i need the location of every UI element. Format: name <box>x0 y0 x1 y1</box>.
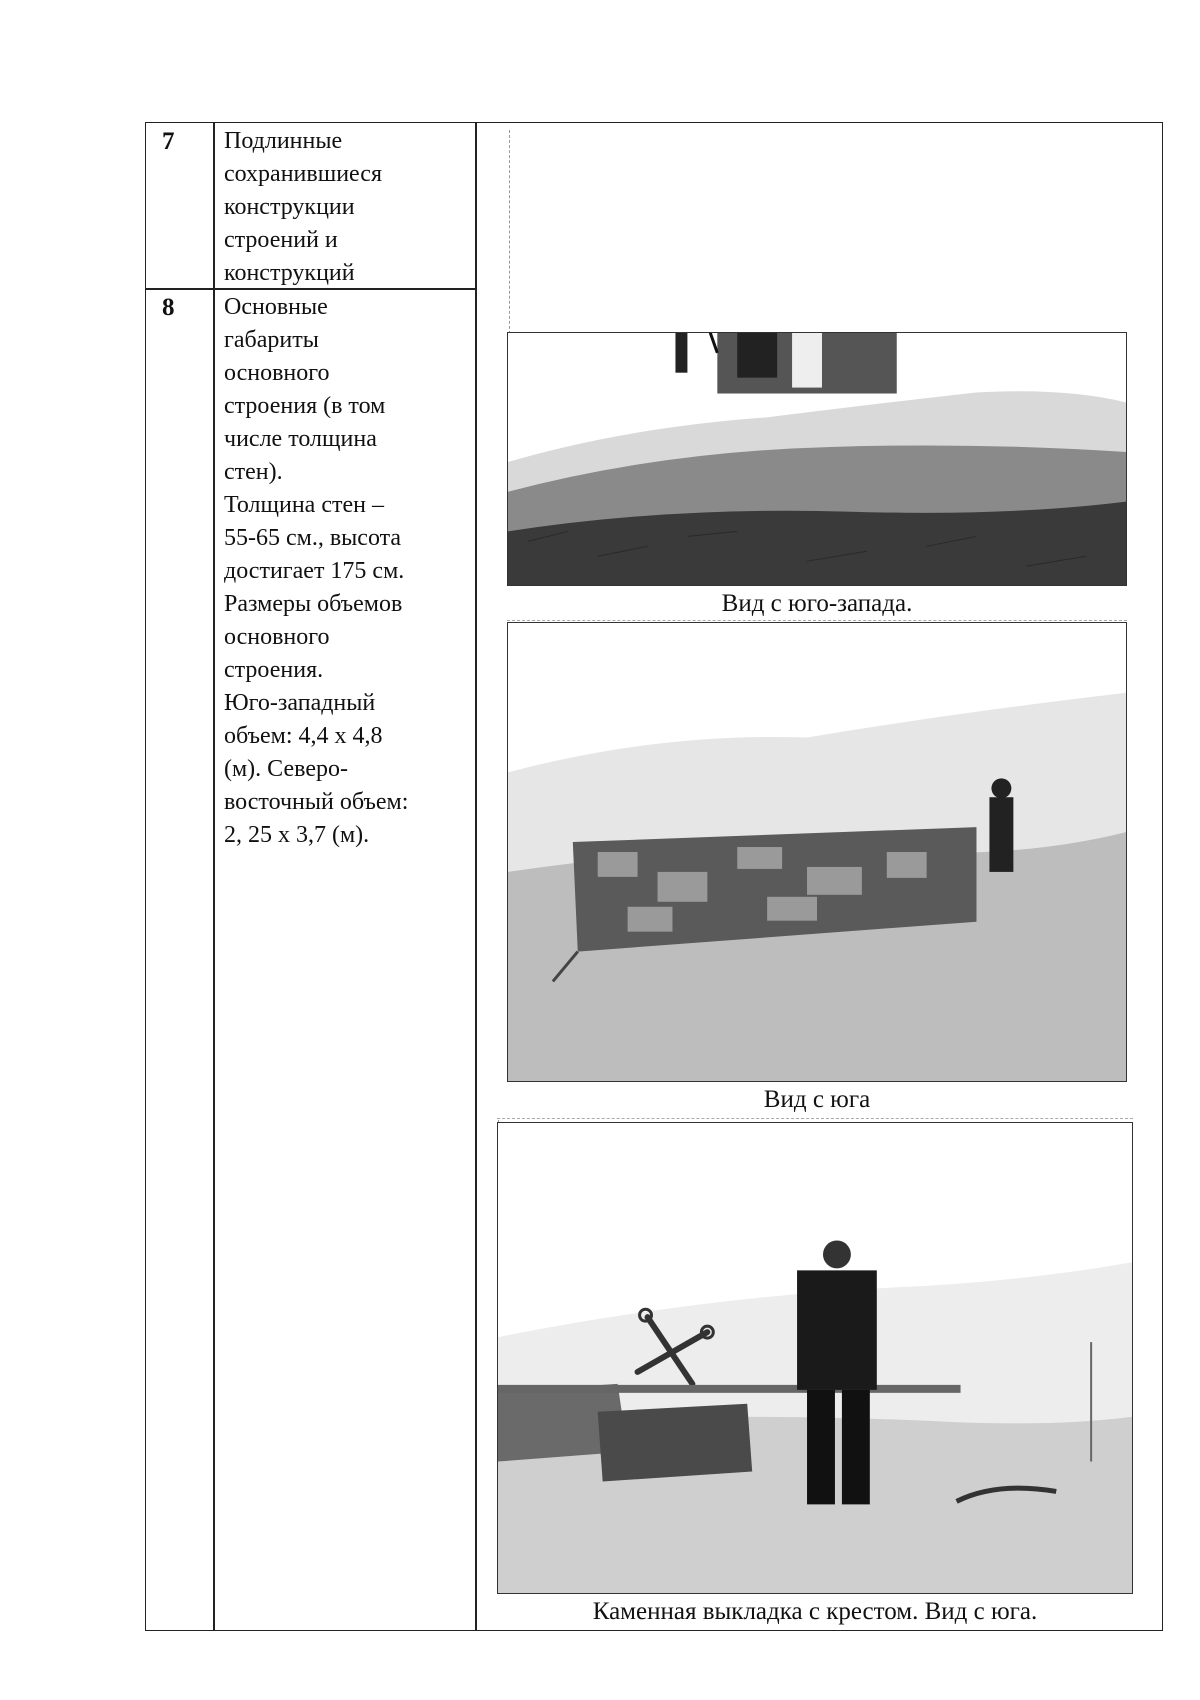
row-label: Подлинные сохранившиеся конструкции строений и конструкций <box>224 128 382 286</box>
photo-southwest-view <box>507 332 1127 586</box>
row-label: Основные габариты основного строения (в том числе толщина стен). Толщина стен – 55-65 см., высота достигает 175 см. Размеры объемов основного строения. Юго-западный объем: 4,4 х 4,8 (м). Северо- восточный объем: 2, 25 х 3,7 (м). <box>224 294 409 848</box>
column-divider-photos <box>475 122 477 1631</box>
row-number: 8 <box>162 294 175 321</box>
photo-stone-cross <box>497 1122 1133 1594</box>
column-divider-number <box>213 122 215 1631</box>
photo-caption: Вид с юга <box>763 1086 871 1113</box>
photo-south-view <box>507 622 1127 1082</box>
scan-artifact-line <box>497 1118 1133 1119</box>
row-number: 7 <box>162 128 175 155</box>
scan-artifact-line <box>507 620 1127 621</box>
photo-caption: Вид с юго-запада. <box>721 590 913 617</box>
photo-caption: Каменная выкладка с крестом. Вид с юга. <box>592 1598 1038 1625</box>
